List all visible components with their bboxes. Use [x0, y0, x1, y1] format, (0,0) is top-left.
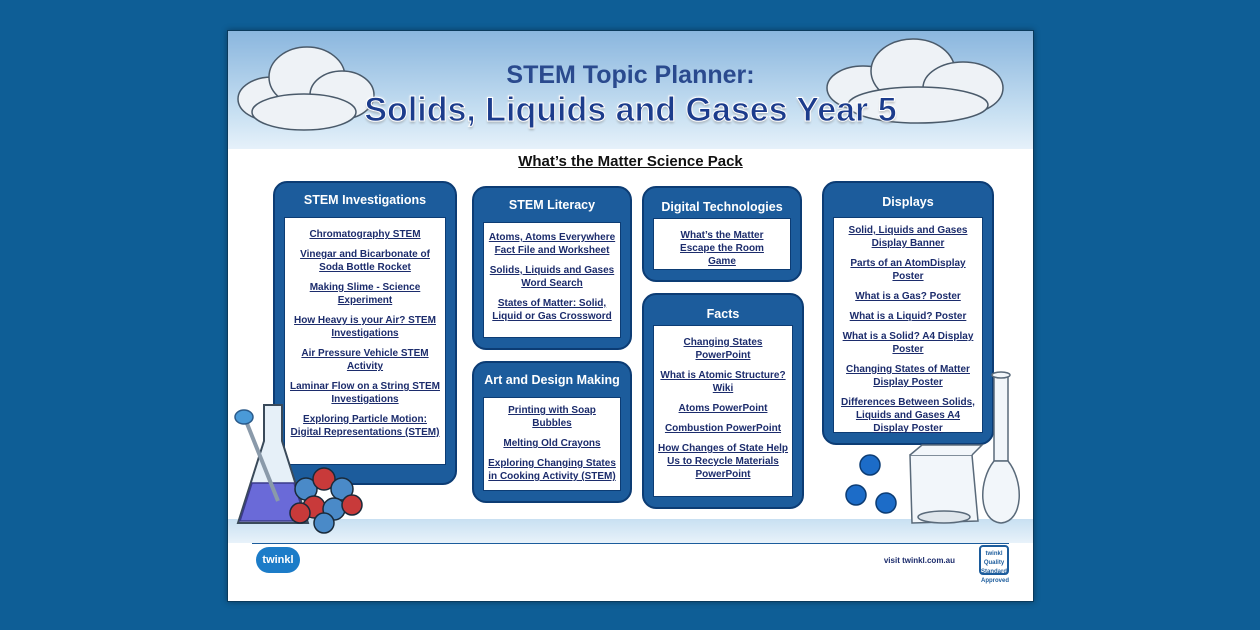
resource-link[interactable]: What’s the Matter Escape the Room Game	[680, 230, 764, 267]
footer-divider	[252, 543, 1009, 544]
facts-box	[642, 293, 804, 509]
art-design-panel	[483, 397, 621, 491]
resource-link[interactable]: Solid, Liquids and Gases Display Banner	[848, 225, 968, 249]
facts-title: Facts	[706, 307, 740, 321]
resource-link[interactable]: Air Pressure Vehicle STEM Activity	[301, 348, 429, 372]
quality-badge: twinkl Quality Standard Approved	[979, 545, 1009, 575]
resource-link[interactable]: What is a Solid? A4 Display Poster	[842, 331, 974, 355]
resource-link[interactable]: Making Slime - Science Experiment	[309, 282, 421, 306]
stem-literacy-panel	[483, 222, 621, 338]
resource-link[interactable]: Changing States PowerPoint	[683, 337, 763, 361]
resource-link[interactable]: Differences Between Solids, Liquids and Gases A4 Display Poster	[841, 397, 975, 434]
art-design-box	[472, 361, 632, 503]
resource-link[interactable]: What is a Liquid? Poster	[849, 311, 967, 322]
resource-link[interactable]: Solids, Liquids and Gases Word Search	[489, 265, 615, 289]
digital-technologies-panel	[653, 218, 791, 270]
resource-link[interactable]: Laminar Flow on a String STEM Investigations	[289, 381, 440, 405]
resource-link[interactable]: Changing States of Matter Display Poster	[846, 364, 970, 388]
resource-link[interactable]: Atoms PowerPoint	[678, 403, 768, 414]
resource-link[interactable]: What is Atomic Structure? Wiki	[660, 370, 786, 394]
resource-link[interactable]: States of Matter: Solid, Liquid or Gas Crossword	[492, 298, 612, 322]
glass-beaker-illustration	[908, 371, 1026, 531]
resource-link[interactable]: Printing with Soap Bubbles	[508, 405, 596, 429]
atom-molecule-illustration	[284, 461, 366, 537]
resource-link[interactable]: Parts of an AtomDisplay Poster	[850, 258, 966, 282]
resource-link[interactable]: What is a Gas? Poster	[855, 291, 961, 302]
stem-literacy-box	[472, 186, 632, 350]
stem-investigations-title: STEM Investigations	[303, 193, 427, 207]
page-title-line1: STEM Topic Planner:	[506, 61, 755, 89]
resource-link[interactable]: Exploring Changing States in Cooking Activity (STEM)	[488, 458, 616, 482]
bubbles-illustration	[842, 451, 906, 517]
twinkl-logo: twinkl	[256, 547, 300, 573]
facts-panel	[653, 325, 793, 497]
resource-link[interactable]: Vinegar and Bicarbonate of Soda Bottle Rocket	[300, 249, 430, 273]
resource-link[interactable]: Chromatography STEM	[309, 229, 421, 240]
displays-title: Displays	[882, 195, 934, 209]
page-subtitle: What’s the Matter Science Pack	[518, 153, 743, 170]
digital-technologies-box	[642, 186, 802, 282]
digital-technologies-title: Digital Technologies	[661, 200, 783, 214]
resource-link[interactable]: Melting Old Crayons	[503, 438, 601, 449]
page-title-line2: Solids, Liquids and Gases Year 5	[364, 91, 897, 129]
resource-link[interactable]: Exploring Particle Motion: Digital Representations (STEM)	[290, 414, 440, 438]
planner-sheet	[227, 30, 1034, 602]
resource-link[interactable]: How Changes of State Help Us to Recycle Materials PowerPoint	[658, 443, 789, 480]
resource-link[interactable]: Combustion PowerPoint	[664, 423, 782, 434]
art-design-title: Art and Design Making	[484, 373, 620, 387]
resource-link[interactable]: How Heavy is your Air? STEM Investigations	[294, 315, 436, 339]
resource-link[interactable]: Atoms, Atoms Everywhere Fact File and Worksheet	[488, 232, 616, 256]
stem-literacy-title: STEM Literacy	[508, 198, 596, 212]
website-link[interactable]: visit twinkl.com.au	[883, 556, 955, 565]
